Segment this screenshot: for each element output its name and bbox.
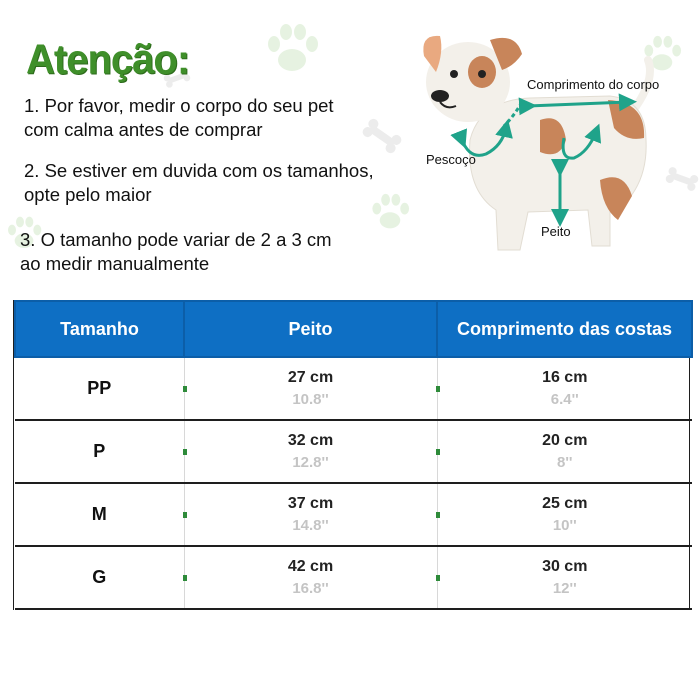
chest-cm: 27 cm xyxy=(287,368,334,386)
dog-nose xyxy=(431,90,449,102)
chest-cm: 32 cm xyxy=(287,431,334,449)
table-row xyxy=(15,483,692,546)
paw-print-icon xyxy=(262,22,322,78)
size-cell: M xyxy=(15,483,184,546)
note-2 xyxy=(24,159,374,207)
size-cell: G xyxy=(15,546,184,609)
label-chest: Peito xyxy=(541,224,571,239)
chest-cell xyxy=(184,546,437,609)
header-size: Tamanho xyxy=(15,301,184,357)
chest-inches: 14.8'' xyxy=(292,516,329,534)
note-1 xyxy=(24,94,334,142)
note-3-line-2: ao medir manualmente xyxy=(20,253,210,274)
back-cm: 25 cm xyxy=(542,494,588,512)
cell-marker xyxy=(183,512,187,518)
chest-inches: 16.8'' xyxy=(292,579,329,597)
label-neck: Pescoço xyxy=(426,152,476,167)
note-3 xyxy=(20,228,332,276)
note-1-line-2: com calma antes de comprar xyxy=(24,119,263,140)
header-chest: Peito xyxy=(184,301,437,357)
cell-marker xyxy=(183,449,187,455)
attention-title: Atenção: xyxy=(26,36,190,84)
back-cell xyxy=(437,357,692,420)
chest-cm: 42 cm xyxy=(287,557,334,575)
back-inches: 12'' xyxy=(552,579,577,597)
size-cell: PP xyxy=(15,357,184,420)
table-row xyxy=(15,420,692,483)
chest-cm: 37 cm xyxy=(287,494,334,512)
cell-marker xyxy=(436,575,440,581)
note-2-line-2: opte pelo maior xyxy=(24,184,152,205)
chest-cell xyxy=(184,483,437,546)
cell-marker xyxy=(436,449,440,455)
note-3-line-1: 3. O tamanho pode variar de 2 a 3 cm xyxy=(20,229,332,250)
back-cm: 20 cm xyxy=(542,431,588,449)
back-inches: 10'' xyxy=(552,516,577,534)
cell-marker xyxy=(183,575,187,581)
back-inches: 8'' xyxy=(557,453,573,471)
header-back-length: Comprimento das costas xyxy=(437,301,692,357)
size-table xyxy=(13,300,690,610)
chest-cell xyxy=(184,420,437,483)
table-row xyxy=(15,546,692,609)
note-2-line-1: 2. Se estiver em duvida com os tamanhos, xyxy=(24,160,374,181)
label-body-length: Comprimento do corpo xyxy=(527,77,660,92)
back-cell xyxy=(437,546,692,609)
note-1-line-1: 1. Por favor, medir o corpo do seu pet xyxy=(24,95,334,116)
dog-eye xyxy=(478,70,486,78)
back-cell xyxy=(437,420,692,483)
chest-inches: 10.8'' xyxy=(292,390,329,408)
table-row xyxy=(15,357,692,420)
size-cell: P xyxy=(15,420,184,483)
cell-marker xyxy=(436,386,440,392)
bone-icon xyxy=(360,118,404,154)
cell-marker xyxy=(183,386,187,392)
back-cm: 30 cm xyxy=(542,557,588,575)
back-cm: 16 cm xyxy=(542,368,588,386)
back-cell xyxy=(437,483,692,546)
table-header-row xyxy=(15,301,692,357)
paw-print-icon xyxy=(368,192,412,234)
dog-eye xyxy=(450,70,458,78)
chest-cell xyxy=(184,357,437,420)
back-inches: 6.4'' xyxy=(550,390,579,408)
cell-marker xyxy=(436,512,440,518)
chest-inches: 12.8'' xyxy=(292,453,329,471)
